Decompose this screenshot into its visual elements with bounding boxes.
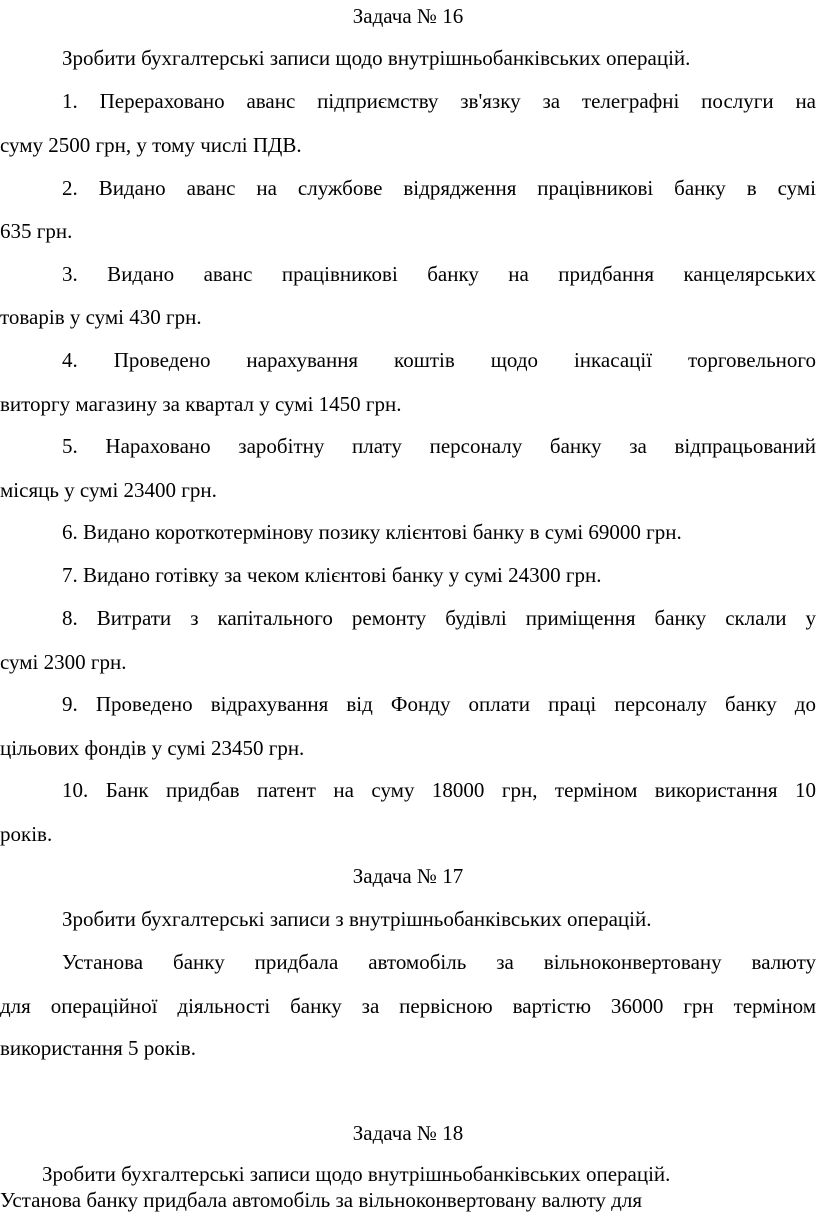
task16-item9-line2: цільових фондів у сумі 23450 грн. — [0, 736, 305, 760]
task18-title: Задача № 18 — [352, 1121, 464, 1145]
task18-line1: Зробити бухгалтерські записи щодо внутрішньобанківських операцій. — [42, 1162, 671, 1186]
task16-intro: Зробити бухгалтерські записи щодо внутрішньобанківських операцій. — [62, 46, 691, 70]
task16-item6: 6. Видано короткотермінову позику клієнтові банку в сумі 69000 грн. — [62, 520, 682, 544]
task17-line2: для операційної діяльності банку за первісною вартістю 36000 грн терміном — [0, 994, 816, 1018]
task16-item7: 7. Видано готівку за чеком клієнтові банку у сумі 24300 грн. — [62, 563, 602, 587]
task16-item3-line2: товарів у сумі 430 грн. — [0, 305, 202, 329]
task16-item2-line2: 635 грн. — [0, 219, 73, 243]
task16-item9-line1: 9. Проведено відрахування від Фонду оплати праці персоналу банку до — [62, 692, 816, 716]
task16-item2-line1: 2. Видано аванс на службове відрядження працівникові банку в сумі — [62, 176, 816, 200]
task17-line3: використання 5 років. — [0, 1036, 196, 1060]
task16-item5-line1: 5. Нараховано заробітну плату персоналу банку за відпрацьований — [62, 434, 816, 458]
task16-item10-line2: років. — [0, 822, 53, 846]
task16-item1-line2: суму 2500 грн, у тому числі ПДВ. — [0, 133, 302, 157]
task16-item3-line1: 3. Видано аванс працівникові банку на придбання канцелярських — [62, 262, 816, 286]
task17-line1: Установа банку придбала автомобіль за вільноконвертовану валюту — [62, 950, 816, 974]
task16-item8-line2: сумі 2300 грн. — [0, 650, 127, 674]
task16-item5-line2: місяць у сумі 23400 грн. — [0, 478, 217, 502]
task17-title: Задача № 17 — [352, 864, 464, 888]
task16-item4-line2: виторгу магазину за квартал у сумі 1450 грн. — [0, 392, 402, 416]
task16-title: Задача № 16 — [352, 4, 464, 28]
task16-item1-line1: 1. Перераховано аванс підприємству зв'язку за телеграфні послуги на — [62, 89, 816, 113]
task18-line2: Установа банку придбала автомобіль за вільноконвертовану валюту для — [0, 1188, 642, 1212]
task16-item4-line1: 4. Проведено нарахування коштів щодо інкасації торговельного — [62, 348, 816, 372]
task17-intro: Зробити бухгалтерські записи з внутрішньобанківських операцій. — [62, 907, 652, 931]
task16-item10-line1: 10. Банк придбав патент на суму 18000 грн, терміном використання 10 — [62, 778, 816, 802]
task16-item8-line1: 8. Витрати з капітального ремонту будівлі приміщення банку склали у — [62, 606, 816, 630]
